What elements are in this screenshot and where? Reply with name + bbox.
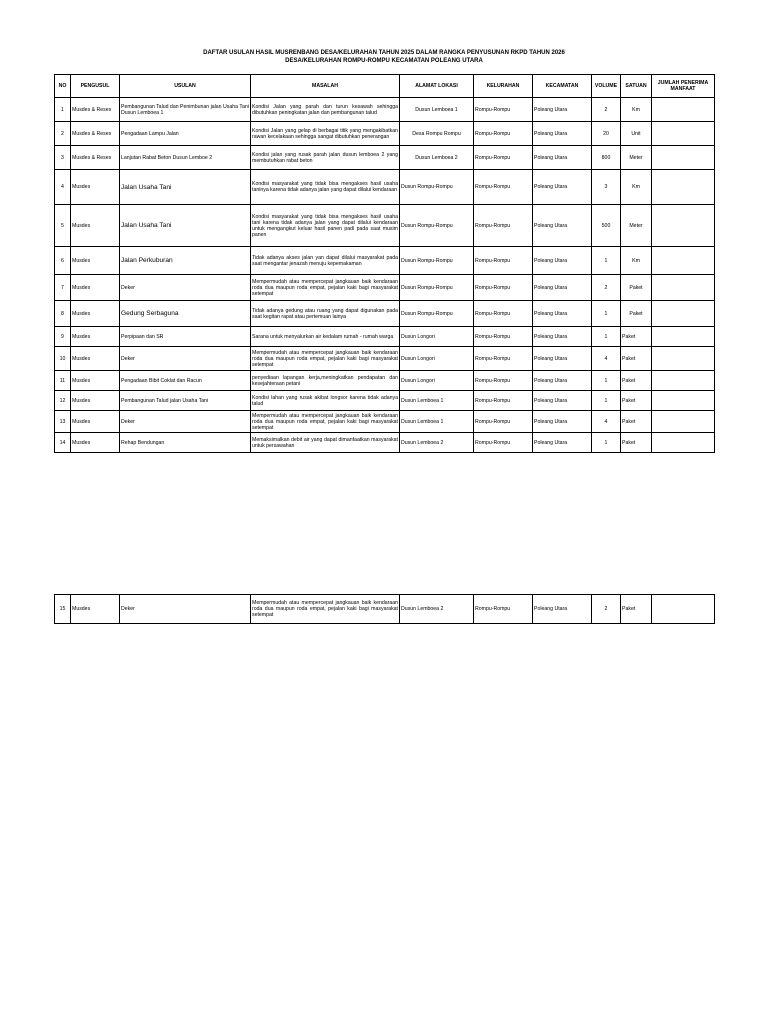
cell-kelurahan: Rompu-Rompu	[474, 275, 533, 301]
document-title: DAFTAR USULAN HASIL MUSRENBANG DESA/KELURAHAN TAHUN 2025 DALAM RANGKA PENYUSUNAN RKPD TAHUN 2026	[203, 50, 565, 56]
cell-volume: 800	[592, 146, 621, 170]
cell-kelurahan: Rompu-Rompu	[474, 98, 533, 122]
header-alamat-lokasi: ALAMAT LOKASI	[400, 75, 474, 98]
cell-kecamatan: Poleang Utara	[533, 247, 592, 275]
cell-usulan: Gedung Serbaguna	[120, 301, 251, 327]
cell-jumlah	[652, 205, 715, 247]
cell-satuan: Km	[621, 247, 652, 275]
cell-kecamatan: Poleang Utara	[533, 146, 592, 170]
cell-no: 4	[55, 170, 71, 205]
cell-pengusul: Musdes	[71, 247, 120, 275]
cell-no: 8	[55, 301, 71, 327]
table-row	[55, 595, 715, 624]
table-row	[55, 391, 715, 411]
table-row	[55, 122, 715, 146]
cell-kelurahan: Rompu-Rompu	[474, 391, 533, 411]
table-row	[55, 301, 715, 327]
cell-jumlah	[652, 347, 715, 371]
cell-jumlah	[652, 433, 715, 453]
cell-usulan: Jalan Perkuburan	[120, 247, 251, 275]
cell-volume: 20	[592, 122, 621, 146]
cell-jumlah	[652, 98, 715, 122]
cell-kelurahan: Rompu-Rompu	[474, 411, 533, 433]
cell-masalah: Kondisi masyarakat yang tidak bisa mengakses hasil usaha tani karena tidak adanya jalan yang dapat dilalui kendaraan untuk mengangkut keluar hasil panen padi pada saat musim panen	[251, 205, 400, 247]
header-usulan: USULAN	[120, 75, 251, 98]
cell-volume: 500	[592, 205, 621, 247]
cell-usulan: Deker	[120, 347, 251, 371]
header-volume: VOLUME	[592, 75, 621, 98]
table-row	[55, 327, 715, 347]
cell-volume: 1	[592, 371, 621, 391]
cell-alamat: Dusun Rompu-Rompu	[400, 275, 474, 301]
usulan-table	[54, 74, 715, 453]
table-header-row	[55, 75, 715, 98]
cell-pengusul: Musdes & Reses	[71, 98, 120, 122]
table-row	[55, 247, 715, 275]
cell-kecamatan: Poleang Utara	[533, 411, 592, 433]
header-pengusul: PENGUSUL	[71, 75, 120, 98]
cell-satuan: Paket	[621, 301, 652, 327]
cell-pengusul: Musdes & Reses	[71, 122, 120, 146]
cell-satuan: Unit	[621, 122, 652, 146]
cell-kecamatan: Poleang Utara	[533, 170, 592, 205]
cell-pengusul: Musdes	[71, 411, 120, 433]
cell-usulan: Pengadaan Lampu Jalan	[120, 122, 251, 146]
cell-masalah: Mempermudah atau mempercepat jangkauan baik kendaraan roda dua maupun roda empat, pejalan kaki bagi masyarakat setempat	[251, 275, 400, 301]
cell-usulan: Jalan Usaha Tani	[120, 170, 251, 205]
cell-volume: 3	[592, 170, 621, 205]
cell-kecamatan: Poleang Utara	[533, 205, 592, 247]
cell-alamat: Dusun Lemboea 2	[400, 433, 474, 453]
cell-kelurahan: Rompu-Rompu	[474, 327, 533, 347]
cell-jumlah	[652, 275, 715, 301]
cell-masalah: Kondisi masyarakat yang tidak bisa mengakses hasil usaha taninya karena tidak adanya jalan yang dapat dilalui kendaraan	[251, 170, 400, 205]
cell-pengusul: Musdes	[71, 391, 120, 411]
cell-alamat: Dusun Lemboea 2	[400, 146, 474, 170]
cell-alamat: Dusun Lemboea 2	[400, 595, 474, 624]
cell-kelurahan: Rompu-Rompu	[474, 347, 533, 371]
cell-jumlah	[652, 371, 715, 391]
cell-kecamatan: Poleang Utara	[533, 433, 592, 453]
cell-kelurahan: Rompu-Rompu	[474, 122, 533, 146]
cell-usulan: Deker	[120, 275, 251, 301]
cell-satuan: Paket	[621, 411, 652, 433]
cell-pengusul: Musdes & Reses	[71, 146, 120, 170]
cell-no: 11	[55, 371, 71, 391]
header-kecamatan: KECAMATAN	[533, 75, 592, 98]
cell-kecamatan: Poleang Utara	[533, 347, 592, 371]
cell-usulan: Perpipaan dan SR	[120, 327, 251, 347]
cell-pengusul: Musdes	[71, 205, 120, 247]
cell-alamat: Dusun Rompu-Rompu	[400, 205, 474, 247]
cell-satuan: Paket	[621, 347, 652, 371]
cell-no: 2	[55, 122, 71, 146]
cell-no: 13	[55, 411, 71, 433]
cell-volume: 1	[592, 391, 621, 411]
cell-satuan: Paket	[621, 433, 652, 453]
cell-satuan: Paket	[621, 327, 652, 347]
header-masalah: MASALAH	[251, 75, 400, 98]
cell-alamat: Dusun Lemboea 1	[400, 391, 474, 411]
table-row	[55, 98, 715, 122]
cell-satuan: Paket	[621, 595, 652, 624]
cell-masalah: Kondisi Jalan yang parah dan turun kesawah sehingga dibutuhkan peningkatan jalan dan pembangunan talud	[251, 98, 400, 122]
table-row	[55, 275, 715, 301]
cell-no: 3	[55, 146, 71, 170]
cell-masalah: Kondisi lahan yang rusak akibat longsor karena tidak adanya talud	[251, 391, 400, 411]
cell-usulan: Lanjutan Rabat Beton Dusun Lemboe 2	[120, 146, 251, 170]
table-row	[55, 371, 715, 391]
cell-alamat: Dusun Lemboea 1	[400, 98, 474, 122]
cell-kelurahan: Rompu-Rompu	[474, 205, 533, 247]
cell-no: 7	[55, 275, 71, 301]
cell-jumlah	[652, 391, 715, 411]
header-jumlah-penerima-manfaat: JUMLAH PENERIMA MANFAAT	[652, 75, 715, 98]
cell-usulan: Deker	[120, 595, 251, 624]
cell-jumlah	[652, 595, 715, 624]
cell-kecamatan: Poleang Utara	[533, 371, 592, 391]
cell-volume: 1	[592, 247, 621, 275]
cell-no: 1	[55, 98, 71, 122]
cell-pengusul: Musdes	[71, 275, 120, 301]
cell-usulan: Pengadaan Bibit Coklat dan Racun	[120, 371, 251, 391]
cell-usulan: Rehap Bendungan	[120, 433, 251, 453]
cell-no: 14	[55, 433, 71, 453]
cell-kecamatan: Poleang Utara	[533, 275, 592, 301]
cell-usulan: Jalan Usaha Tani	[120, 205, 251, 247]
cell-no: 15	[55, 595, 71, 624]
cell-kelurahan: Rompu-Rompu	[474, 247, 533, 275]
cell-pengusul: Musdes	[71, 170, 120, 205]
cell-pengusul: Musdes	[71, 347, 120, 371]
cell-masalah: Tidak adanya gedung atau ruang yang dapat digunakan pada saat kegitan rapat atau pertemuan lainya	[251, 301, 400, 327]
cell-kecamatan: Poleang Utara	[533, 122, 592, 146]
cell-no: 6	[55, 247, 71, 275]
cell-no: 10	[55, 347, 71, 371]
cell-kecamatan: Poleang Utara	[533, 98, 592, 122]
table-row	[55, 347, 715, 371]
cell-satuan: Paket	[621, 275, 652, 301]
cell-alamat: Dusun Longori	[400, 371, 474, 391]
cell-volume: 1	[592, 433, 621, 453]
table-row	[55, 170, 715, 205]
cell-alamat: Dusun Rompu-Rompu	[400, 301, 474, 327]
header-satuan: SATUAN	[621, 75, 652, 98]
cell-jumlah	[652, 327, 715, 347]
cell-satuan: Paket	[621, 391, 652, 411]
cell-masalah: Sarana untuk menyalurkan air kedalam rumah - rumah warga	[251, 327, 400, 347]
cell-volume: 1	[592, 301, 621, 327]
cell-satuan: Paket	[621, 371, 652, 391]
cell-jumlah	[652, 301, 715, 327]
cell-kecamatan: Poleang Utara	[533, 327, 592, 347]
cell-jumlah	[652, 170, 715, 205]
cell-satuan: Km	[621, 170, 652, 205]
cell-no: 9	[55, 327, 71, 347]
table-row	[55, 205, 715, 247]
cell-pengusul: Musdes	[71, 301, 120, 327]
cell-kelurahan: Rompu-Rompu	[474, 170, 533, 205]
cell-volume: 4	[592, 347, 621, 371]
cell-pengusul: Musdes	[71, 433, 120, 453]
table-row	[55, 411, 715, 433]
cell-kelurahan: Rompu-Rompu	[474, 371, 533, 391]
cell-no: 5	[55, 205, 71, 247]
cell-kelurahan: Rompu-Rompu	[474, 433, 533, 453]
cell-kelurahan: Rompu-Rompu	[474, 595, 533, 624]
cell-masalah: Tidak adanya akses jalan yan dapat dilalui masyarakat pada saat mengantar jenazah menuju kepemakaman	[251, 247, 400, 275]
table-row	[55, 146, 715, 170]
cell-alamat: Dusun Longori	[400, 327, 474, 347]
cell-kecamatan: Poleang Utara	[533, 391, 592, 411]
cell-masalah: Kondisi Jalan yang gelap di berbagai titik yang mengakibatkan rawan kecelakaan sehingga sangat dibutuhkan penerangan	[251, 122, 400, 146]
cell-masalah: Mempermudah atau mempercepat jangkauan baik kendaraan roda dua maupun roda empat, pejalan kaki bagi masyarakat setempat	[251, 347, 400, 371]
cell-pengusul: Musdes	[71, 327, 120, 347]
cell-jumlah	[652, 247, 715, 275]
header-no: NO	[55, 75, 71, 98]
cell-alamat: Desa Rompu Rompu	[400, 122, 474, 146]
header-kelurahan: KELURAHAN	[474, 75, 533, 98]
cell-volume: 2	[592, 275, 621, 301]
cell-masalah: penyediaan lapangan kerja,meningkatkan pendapatan dan kesejahteraan petani	[251, 371, 400, 391]
cell-masalah: Kondisi jalan yang rusak parah jalan dusun lemboea 2 yang membutuhkan rabat beton	[251, 146, 400, 170]
cell-masalah: Memaksimalkan debit air yang dapat dimanfaatkan masyarakat untuk persawahan	[251, 433, 400, 453]
cell-usulan: Pembangunan Talud dan Penimbunan jalan Usaha Tani Dusun Lemboea 1	[120, 98, 251, 122]
cell-volume: 2	[592, 595, 621, 624]
cell-masalah: Mempermudah atau mempercepat jangkauan baik kendaraan roda dua maupun roda empat, pejalan kaki bagi masyarakat setempat	[252, 412, 398, 431]
cell-masalah: Mempermudah atau mempercepat jangkauan baik kendaraan roda dua maupun roda empat, pejalan kaki bagi masyarakat setempat	[251, 595, 400, 624]
cell-satuan: Meter	[621, 146, 652, 170]
cell-satuan: Meter	[621, 205, 652, 247]
usulan-table-continued	[54, 594, 715, 624]
cell-alamat: Dusun Longori	[400, 347, 474, 371]
document-subtitle: DESA/KELURAHAN ROMPU-ROMPU KECAMATAN POLEANG UTARA	[285, 58, 483, 64]
cell-jumlah	[652, 411, 715, 433]
cell-kecamatan: Poleang Utara	[533, 595, 592, 624]
cell-alamat: Dusun Rompu-Rompu	[400, 170, 474, 205]
cell-usulan: Deker	[120, 411, 251, 433]
cell-volume: 2	[592, 98, 621, 122]
cell-kecamatan: Poleang Utara	[533, 301, 592, 327]
cell-jumlah	[652, 146, 715, 170]
cell-jumlah	[652, 122, 715, 146]
cell-alamat: Dusun Rompu-Rompu	[400, 247, 474, 275]
cell-pengusul: Musdes	[71, 595, 120, 624]
cell-kelurahan: Rompu-Rompu	[474, 146, 533, 170]
cell-usulan: Pembangunan Talud jalan Usaha Tani	[120, 391, 251, 411]
cell-no: 12	[55, 391, 71, 411]
cell-kelurahan: Rompu-Rompu	[474, 301, 533, 327]
cell-volume: 1	[592, 327, 621, 347]
cell-volume: 4	[592, 411, 621, 433]
cell-satuan: Km	[621, 98, 652, 122]
cell-pengusul: Musdes	[71, 371, 120, 391]
cell-alamat: Dusun Lemboea 1	[400, 411, 474, 433]
table-row	[55, 433, 715, 453]
